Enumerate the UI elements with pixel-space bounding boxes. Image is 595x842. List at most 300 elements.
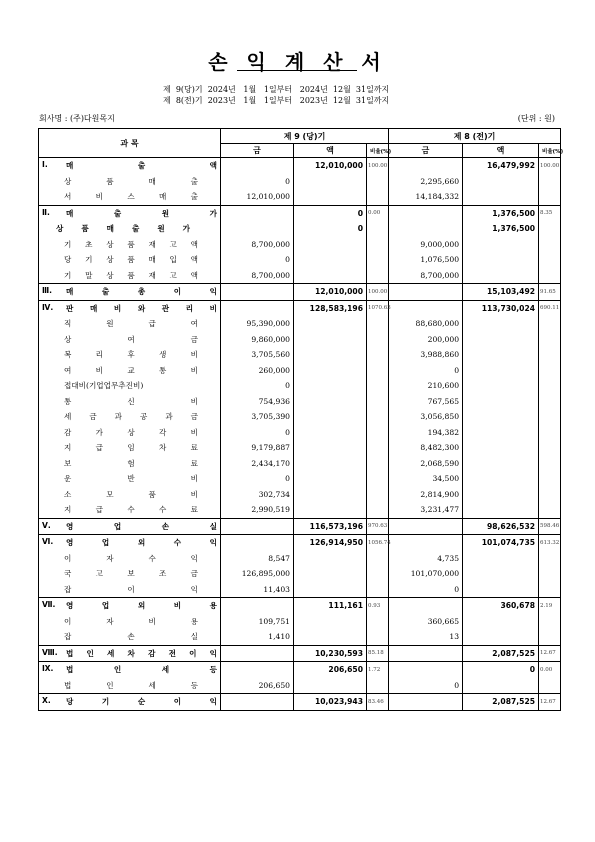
row-label-text: 법 인 세 등 [64, 680, 198, 690]
cur-total-amount [294, 425, 367, 441]
cur-total-amount: 10,230,593 [294, 645, 367, 662]
row-label [39, 518, 221, 535]
cur-rate [367, 456, 389, 472]
prev-total-amount [463, 614, 539, 630]
table-row [39, 268, 561, 284]
prev-rate: 2.19 [539, 598, 561, 614]
row-label [39, 363, 221, 379]
row-label-text: 보 험 료 [64, 458, 198, 468]
row-label [39, 456, 221, 472]
prev-rate [539, 394, 561, 410]
prev-total-amount: 0 [463, 662, 539, 678]
cur-total-amount [294, 487, 367, 503]
table-row [39, 551, 561, 567]
cur-sub-amount: 1,410 [221, 629, 294, 645]
table-row [39, 189, 561, 205]
table-row [39, 487, 561, 503]
cur-rate [367, 582, 389, 598]
cur-rate [367, 502, 389, 518]
row-number: Ⅰ. [42, 160, 48, 170]
row-label-text: 여 비 교 통 비 [64, 365, 198, 375]
prev-sub-amount: 8,482,300 [389, 440, 463, 456]
prev-sub-amount: 210,600 [389, 378, 463, 394]
prev-rate [539, 678, 561, 694]
cur-rate: 1.72 [367, 662, 389, 678]
cur-sub-amount: 0 [221, 252, 294, 268]
prev-total-amount: 1,376,500 [463, 221, 539, 237]
prev-total-amount [463, 252, 539, 268]
prev-rate [539, 316, 561, 332]
row-label [39, 252, 221, 268]
cur-total-amount [294, 456, 367, 472]
cur-sub-amount [221, 694, 294, 711]
table-row [39, 694, 561, 711]
row-label-text: 법 인 세 등 [66, 665, 217, 675]
cur-rate: 85.18 [367, 645, 389, 662]
cur-total-amount [294, 189, 367, 205]
prev-rate: 12.67 [539, 694, 561, 711]
prev-total-amount: 16,479,992 [463, 158, 539, 174]
prev-rate [539, 174, 561, 190]
row-number: Ⅵ. [42, 537, 54, 547]
row-label-text: 지 급 임 차 료 [64, 443, 198, 453]
cur-sub-amount: 0 [221, 378, 294, 394]
prev-sub-amount: 8,700,000 [389, 268, 463, 284]
cur-rate: 100.00 [367, 158, 389, 174]
cur-total-amount [294, 316, 367, 332]
cur-rate [367, 363, 389, 379]
prev-rate [539, 487, 561, 503]
prev-sub-amount: 360,665 [389, 614, 463, 630]
table-row [39, 316, 561, 332]
prev-sub-amount [389, 518, 463, 535]
prev-sub-amount [389, 645, 463, 662]
prev-rate: 0.00 [539, 662, 561, 678]
prev-total-amount [463, 678, 539, 694]
prev-rate [539, 566, 561, 582]
cur-sub-amount: 2,990,519 [221, 502, 294, 518]
table-row [39, 425, 561, 441]
prev-rate [539, 347, 561, 363]
table-row [39, 300, 561, 316]
cur-total-amount [294, 629, 367, 645]
prev-rate [539, 471, 561, 487]
row-label-text: 이 자 수 익 [64, 553, 198, 563]
company-name: 회사명 : (주)다원목지 [39, 114, 115, 123]
cur-rate: 83.46 [367, 694, 389, 711]
prev-total-amount [463, 425, 539, 441]
row-label [39, 471, 221, 487]
cur-total-amount: 126,914,950 [294, 535, 367, 551]
table-row [39, 678, 561, 694]
prev-total-amount [463, 378, 539, 394]
header-prev-rate: 비율(%) [539, 144, 561, 158]
prev-sub-amount: 9,000,000 [389, 237, 463, 253]
cur-rate [367, 268, 389, 284]
prev-rate [539, 582, 561, 598]
row-label [39, 174, 221, 190]
row-label-text: 상 품 매 출 원 가 [56, 224, 190, 234]
prev-total-amount [463, 471, 539, 487]
row-label [39, 694, 221, 711]
cur-rate: 0.93 [367, 598, 389, 614]
header-previous-period: 제 8 (전)기 [389, 129, 561, 144]
cur-total-amount: 0 [294, 221, 367, 237]
table-row [39, 394, 561, 410]
cur-rate [367, 189, 389, 205]
table-row [39, 629, 561, 645]
row-label-text: 복 리 후 생 비 [64, 350, 198, 360]
cur-rate [367, 221, 389, 237]
prev-total-amount [463, 566, 539, 582]
row-label [39, 566, 221, 582]
row-label-text: 판 매 비 와 관 리 비 [66, 303, 217, 313]
prev-sub-amount [389, 284, 463, 301]
cur-sub-amount [221, 535, 294, 551]
cur-total-amount: 111,161 [294, 598, 367, 614]
prev-sub-amount [389, 694, 463, 711]
row-label-text: 영 업 외 수 익 [66, 538, 217, 548]
row-label [39, 614, 221, 630]
prev-rate [539, 425, 561, 441]
row-label-text: 이 자 비 용 [64, 616, 198, 626]
row-label-text: 기 말 상 품 재 고 액 [64, 270, 198, 280]
row-label-text: 지 급 수 수 료 [64, 505, 198, 515]
cur-total-amount [294, 394, 367, 410]
header-prev-amount-a: 금 [389, 144, 463, 158]
income-statement-table [38, 128, 564, 711]
cur-total-amount [294, 566, 367, 582]
table-row [39, 221, 561, 237]
header-cur-amount-a: 금 [221, 144, 294, 158]
row-label [39, 237, 221, 253]
prev-sub-amount: 4,735 [389, 551, 463, 567]
row-label [39, 378, 221, 394]
prev-rate [539, 252, 561, 268]
table-row [39, 535, 561, 551]
row-label [39, 221, 221, 237]
row-label [39, 189, 221, 205]
cur-total-amount [294, 502, 367, 518]
prev-sub-amount: 194,382 [389, 425, 463, 441]
unit-label: (단위 : 원) [517, 114, 555, 123]
cur-total-amount [294, 378, 367, 394]
cur-total-amount: 0 [294, 205, 367, 221]
row-label [39, 332, 221, 348]
cur-sub-amount: 0 [221, 471, 294, 487]
row-label-text: 법 인 세 차 감 전 이 익 [66, 648, 217, 658]
cur-sub-amount: 0 [221, 174, 294, 190]
prev-sub-amount: 34,500 [389, 471, 463, 487]
cur-sub-amount: 8,547 [221, 551, 294, 567]
row-label-text: 기 초 상 품 재 고 액 [64, 239, 198, 249]
prev-sub-amount: 2,295,660 [389, 174, 463, 190]
cur-sub-amount: 9,179,887 [221, 440, 294, 456]
row-label [39, 551, 221, 567]
prev-total-amount: 113,730,024 [463, 300, 539, 316]
prev-rate: 598.46 [539, 518, 561, 535]
prev-rate [539, 614, 561, 630]
prev-sub-amount: 3,988,860 [389, 347, 463, 363]
prev-total-amount [463, 582, 539, 598]
cur-rate [367, 566, 389, 582]
prev-sub-amount [389, 535, 463, 551]
cur-total-amount [294, 347, 367, 363]
cur-total-amount [294, 268, 367, 284]
prev-sub-amount: 101,070,000 [389, 566, 463, 582]
table-row [39, 158, 561, 174]
prev-sub-amount: 0 [389, 678, 463, 694]
prev-total-amount: 101,074,735 [463, 535, 539, 551]
row-label [39, 158, 221, 174]
row-label [39, 645, 221, 662]
cur-rate [367, 487, 389, 503]
prev-total-amount [463, 409, 539, 425]
header-item: 과 목 [39, 129, 221, 158]
row-label-text: 당 기 순 이 익 [66, 697, 217, 707]
table-body [39, 158, 561, 711]
prev-sub-amount [389, 205, 463, 221]
table-row [39, 409, 561, 425]
cur-total-amount [294, 332, 367, 348]
prev-rate [539, 551, 561, 567]
prev-total-amount: 1,376,500 [463, 205, 539, 221]
cur-sub-amount: 754,936 [221, 394, 294, 410]
prev-rate: 613.32 [539, 535, 561, 551]
cur-total-amount: 12,010,000 [294, 158, 367, 174]
prev-total-amount [463, 440, 539, 456]
row-label [39, 425, 221, 441]
cur-total-amount: 128,583,196 [294, 300, 367, 316]
row-label [39, 662, 221, 678]
prev-sub-amount: 3,231,477 [389, 502, 463, 518]
prev-sub-amount: 2,814,900 [389, 487, 463, 503]
cur-total-amount [294, 440, 367, 456]
cur-total-amount [294, 614, 367, 630]
prev-rate [539, 502, 561, 518]
row-label [39, 316, 221, 332]
table-row [39, 566, 561, 582]
cur-rate [367, 347, 389, 363]
row-label [39, 440, 221, 456]
prev-total-amount [463, 394, 539, 410]
prev-total-amount [463, 189, 539, 205]
table-row [39, 502, 561, 518]
prev-total-amount: 2,087,525 [463, 645, 539, 662]
cur-rate [367, 678, 389, 694]
prev-total-amount [463, 502, 539, 518]
row-number: Ⅹ. [42, 696, 51, 706]
cur-rate [367, 316, 389, 332]
prev-rate [539, 189, 561, 205]
row-label-text: 잡 이 익 [64, 584, 198, 594]
header-cur-amount-b: 액 [294, 144, 367, 158]
row-label [39, 347, 221, 363]
table-row [39, 456, 561, 472]
table-row [39, 582, 561, 598]
table-row [39, 598, 561, 614]
table-row [39, 662, 561, 678]
prev-total-amount [463, 316, 539, 332]
row-label-text: 감 가 상 각 비 [64, 427, 198, 437]
cur-sub-amount: 8,700,000 [221, 237, 294, 253]
row-number: Ⅶ. [42, 600, 56, 610]
cur-total-amount: 116,573,196 [294, 518, 367, 535]
prev-sub-amount: 3,056,850 [389, 409, 463, 425]
row-label [39, 284, 221, 301]
table-row [39, 471, 561, 487]
row-label-text: 상 품 매 출 [64, 176, 198, 186]
cur-total-amount [294, 471, 367, 487]
prev-total-amount [463, 332, 539, 348]
prev-rate [539, 237, 561, 253]
prev-rate [539, 378, 561, 394]
prev-rate [539, 456, 561, 472]
table-row [39, 440, 561, 456]
cur-sub-amount [221, 284, 294, 301]
prev-total-amount [463, 237, 539, 253]
cur-total-amount [294, 363, 367, 379]
table-row [39, 518, 561, 535]
prev-sub-amount: 0 [389, 582, 463, 598]
cur-rate [367, 332, 389, 348]
cur-sub-amount: 3,705,390 [221, 409, 294, 425]
cur-total-amount [294, 174, 367, 190]
row-label [39, 300, 221, 316]
cur-rate [367, 237, 389, 253]
cur-sub-amount: 3,705,560 [221, 347, 294, 363]
title-underline [237, 70, 357, 71]
table-row [39, 614, 561, 630]
prev-sub-amount: 1,076,500 [389, 252, 463, 268]
table-row [39, 284, 561, 301]
cur-rate [367, 551, 389, 567]
table-row [39, 378, 561, 394]
prev-total-amount [463, 629, 539, 645]
cur-rate: 1070.63 [367, 300, 389, 316]
cur-total-amount [294, 252, 367, 268]
cur-rate [367, 471, 389, 487]
cur-sub-amount [221, 645, 294, 662]
row-label-text: 통 신 비 [64, 396, 198, 406]
cur-sub-amount: 0 [221, 425, 294, 441]
cur-sub-amount [221, 205, 294, 221]
row-label-text: 세 금 과 공 과 금 [64, 412, 198, 422]
row-label-text: 매 출 원 가 [66, 208, 217, 218]
row-label [39, 598, 221, 614]
prev-sub-amount [389, 662, 463, 678]
cur-sub-amount: 8,700,000 [221, 268, 294, 284]
prev-rate [539, 440, 561, 456]
prev-total-amount [463, 456, 539, 472]
row-label-text: 직 원 급 여 [64, 319, 198, 329]
row-label-text: 당 기 상 품 매 입 액 [64, 255, 198, 265]
row-label-text: 서 비 스 매 출 [64, 192, 198, 202]
row-label [39, 409, 221, 425]
cur-sub-amount: 109,751 [221, 614, 294, 630]
cur-rate: 970.63 [367, 518, 389, 535]
row-label [39, 535, 221, 551]
cur-rate [367, 409, 389, 425]
row-label [39, 205, 221, 221]
table-row [39, 363, 561, 379]
prev-total-amount: 15,103,492 [463, 284, 539, 301]
cur-sub-amount: 302,734 [221, 487, 294, 503]
prev-total-amount [463, 347, 539, 363]
prev-total-amount [463, 487, 539, 503]
prev-sub-amount: 2,068,590 [389, 456, 463, 472]
header-prev-amount-b: 액 [463, 144, 539, 158]
cur-rate [367, 425, 389, 441]
prev-sub-amount [389, 158, 463, 174]
row-number: Ⅱ. [42, 207, 50, 217]
header-cur-rate: 비율(%) [367, 144, 389, 158]
cur-sub-amount [221, 158, 294, 174]
table-row [39, 205, 561, 221]
prev-sub-amount: 13 [389, 629, 463, 645]
row-label-text: 상 여 금 [64, 334, 198, 344]
row-label-text: 매 출 액 [66, 161, 217, 171]
prev-total-amount: 98,626,532 [463, 518, 539, 535]
document-title: 손 익 계 산 서 [208, 50, 387, 74]
row-label-text: 국 고 보 조 금 [64, 569, 198, 579]
cur-sub-amount: 260,000 [221, 363, 294, 379]
row-label [39, 268, 221, 284]
cur-total-amount: 206,650 [294, 662, 367, 678]
prev-sub-amount [389, 598, 463, 614]
cur-rate: 1056.74 [367, 535, 389, 551]
cur-sub-amount [221, 598, 294, 614]
prev-rate [539, 221, 561, 237]
cur-total-amount [294, 409, 367, 425]
period-current: 제 9(당)기 2024년 1월 1일부터 2024년 12월 31일까지 [163, 85, 390, 94]
prev-sub-amount: 0 [389, 363, 463, 379]
cur-sub-amount: 9,860,000 [221, 332, 294, 348]
cur-rate [367, 252, 389, 268]
row-number: Ⅸ. [42, 664, 54, 674]
prev-rate: 100.00 [539, 158, 561, 174]
row-number: Ⅲ. [42, 286, 53, 296]
cur-rate [367, 394, 389, 410]
prev-rate: 12.67 [539, 645, 561, 662]
row-label [39, 629, 221, 645]
prev-total-amount [463, 551, 539, 567]
row-number: Ⅴ. [42, 520, 51, 530]
table-row [39, 645, 561, 662]
prev-rate [539, 332, 561, 348]
prev-total-amount [463, 174, 539, 190]
prev-rate: 690.11 [539, 300, 561, 316]
header-current-period: 제 9 (당)기 [221, 129, 389, 144]
cur-total-amount [294, 237, 367, 253]
cur-rate [367, 174, 389, 190]
cur-sub-amount: 12,010,000 [221, 189, 294, 205]
row-label [39, 502, 221, 518]
prev-rate [539, 629, 561, 645]
cur-sub-amount: 2,434,170 [221, 456, 294, 472]
row-label-text: 영 업 외 비 용 [66, 601, 217, 611]
prev-total-amount: 360,678 [463, 598, 539, 614]
prev-rate [539, 409, 561, 425]
cur-total-amount [294, 582, 367, 598]
cur-total-amount [294, 551, 367, 567]
row-label [39, 678, 221, 694]
table-row [39, 332, 561, 348]
prev-rate [539, 363, 561, 379]
table-row [39, 347, 561, 363]
cur-rate: 100.00 [367, 284, 389, 301]
cur-total-amount [294, 678, 367, 694]
